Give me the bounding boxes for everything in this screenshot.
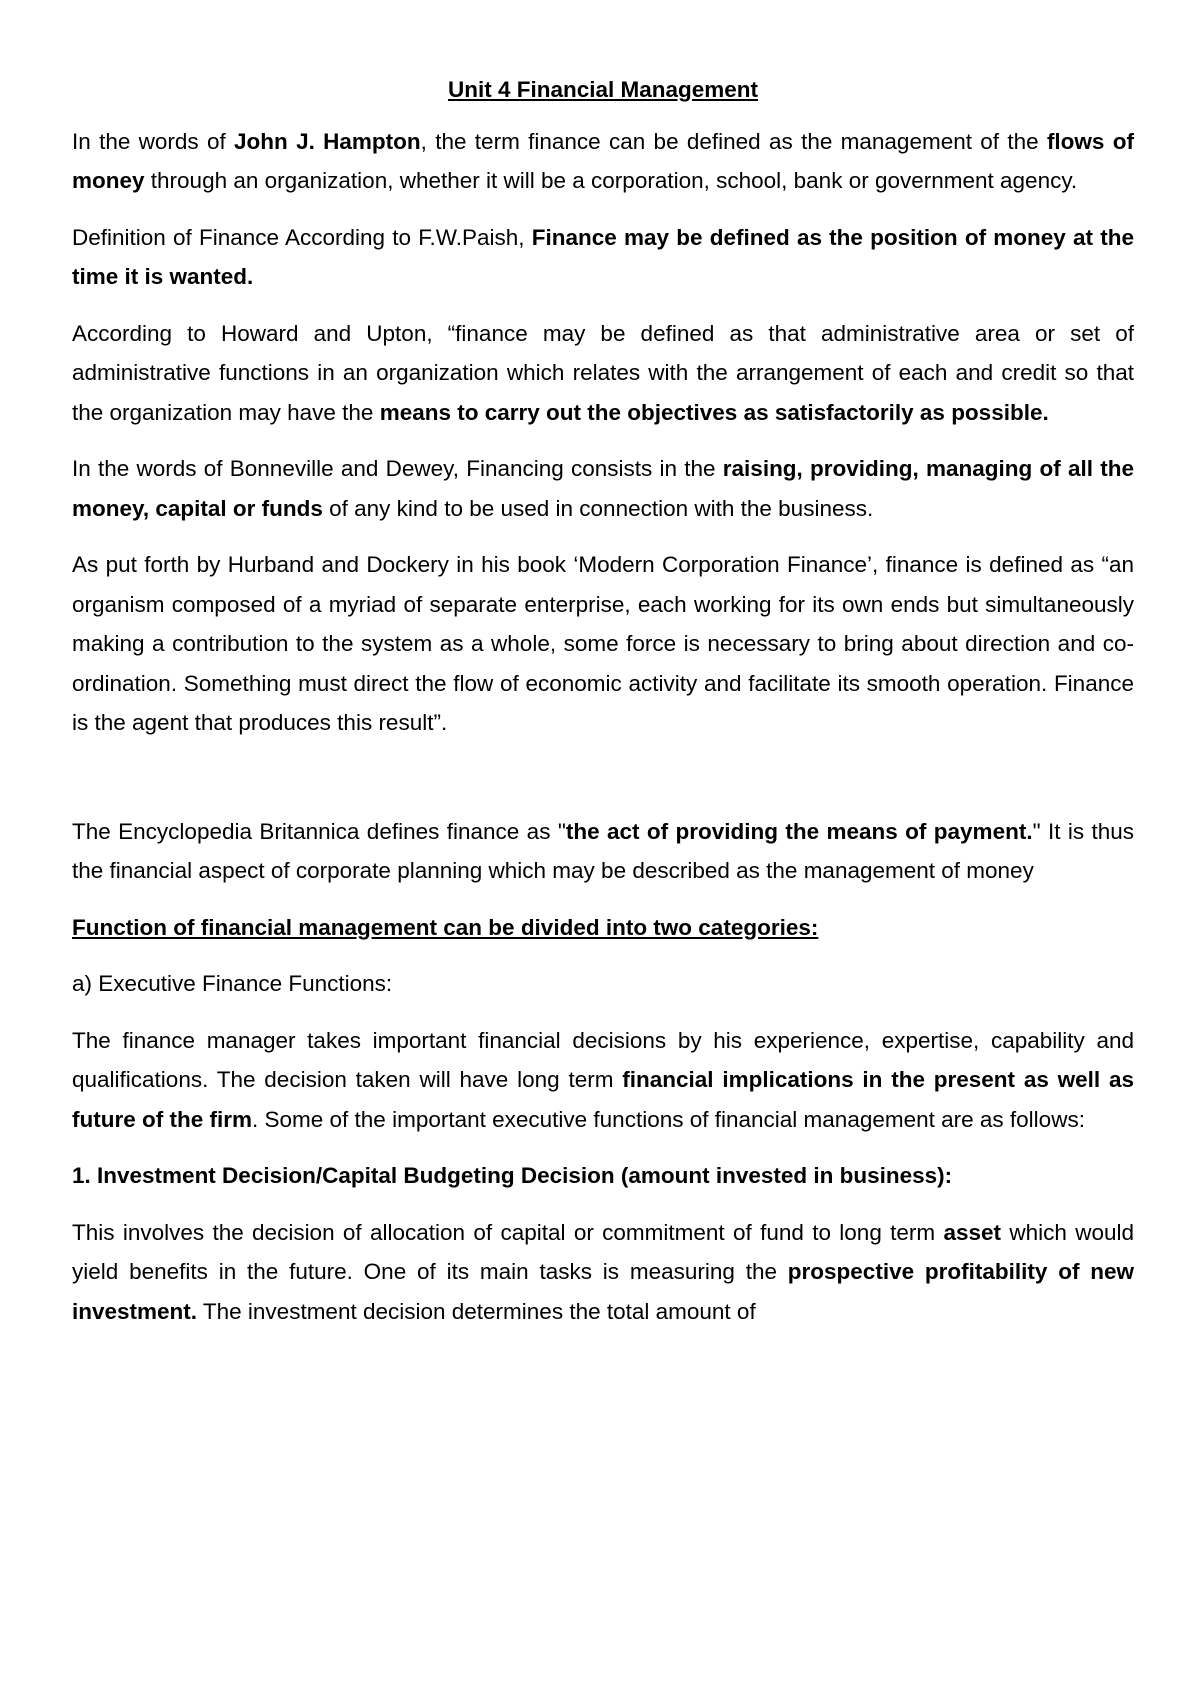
bold-run: prospective profitability of new investment. [72, 1259, 1135, 1324]
subheading-executive-functions: a) Executive Finance Functions: [72, 971, 393, 996]
text-run: According to Howard and Upton, “finance may be defined as that administrative area or set of administrative functions in an organization which relates with the arrangement of each and credit so that the organization may have the [72, 320, 1134, 425]
paragraph-bonneville-dewey-definition [72, 449, 1134, 528]
paragraph-hampton-definition [72, 122, 1134, 201]
bold-run: 1. Investment Decision/Capital Budgeting Decision (amount invested in business): [72, 1163, 953, 1188]
paragraph-finance-manager [72, 1021, 1134, 1140]
text-run: which would yield benefits in the future. One of its main tasks is measuring the [72, 1219, 1134, 1284]
paragraph-howard-upton-definition [72, 314, 1134, 433]
text-run: , the term finance can be defined as the management of the [420, 128, 1047, 154]
bold-run: John J. Hampton [234, 128, 421, 154]
bold-run: Finance may be defined as the position of money at the time it is wanted. [72, 224, 1134, 289]
text-run: In the words of Bonneville and Dewey, Financing consists in the [72, 456, 723, 481]
document-title: Unit 4 Financial Management [447, 77, 759, 102]
text-run: . Some of the important executive functions of financial management are as follows: [252, 1106, 1085, 1132]
text-run: The investment decision determines the total amount of [197, 1298, 756, 1324]
bold-run: means to carry out the objectives as satisfactorily as possible. [379, 399, 1049, 425]
text-run: through an organization, whether it will be a corporation, school, bank or government agency. [144, 168, 1078, 193]
paragraph-paish-definition [72, 218, 1134, 297]
text-run: The finance manager takes important financial decisions by his experience, expertise, capability and qualifications. The decision taken will have long term [72, 1027, 1134, 1092]
bold-run: asset [943, 1219, 1002, 1245]
text-run: " It is thus the financial aspect of corporate planning which may be described as the management of money [72, 818, 1134, 883]
bold-run: the act of providing the means of payment. [565, 818, 1033, 844]
paragraph-investment-decision [72, 1213, 1134, 1332]
section-heading-functions: Function of financial management can be divided into two categories: [72, 914, 819, 940]
text-run: This involves the decision of allocation of capital or commitment of fund to long term [72, 1219, 944, 1245]
text-run: In the words of [72, 128, 235, 154]
text-run: The Encyclopedia Britannica defines finance as " [72, 818, 566, 844]
bold-run: financial implications in the present as well as future of the firm [72, 1067, 1135, 1132]
text-run: As put forth by Hurband and Dockery in his book ‘Modern Corporation Finance’, finance is defined as “an organism composed of a myriad of separate enterprise, each working for its own ends but simultaneously making a contribution to the system as a whole, some force is necessary to bring about direction and co-ordination. Something must direct the flow of economic activity and facilitate its smooth operation. Finance is the agent that produces this result”. [72, 552, 1134, 735]
bold-run: raising, providing, managing of all the money, capital or funds [72, 456, 1134, 521]
text-run: Definition of Finance According to F.W.Paish, [72, 224, 532, 250]
document-body [72, 70, 1134, 1348]
paragraph-hurband-dockery-definition [72, 545, 1134, 743]
item-heading-investment-decision [72, 1156, 1134, 1196]
blank-space [72, 760, 1134, 812]
bold-run: flows of money [72, 128, 1134, 193]
paragraph-britannica-definition [72, 812, 1134, 891]
text-run: of any kind to be used in connection with the business. [322, 495, 874, 521]
